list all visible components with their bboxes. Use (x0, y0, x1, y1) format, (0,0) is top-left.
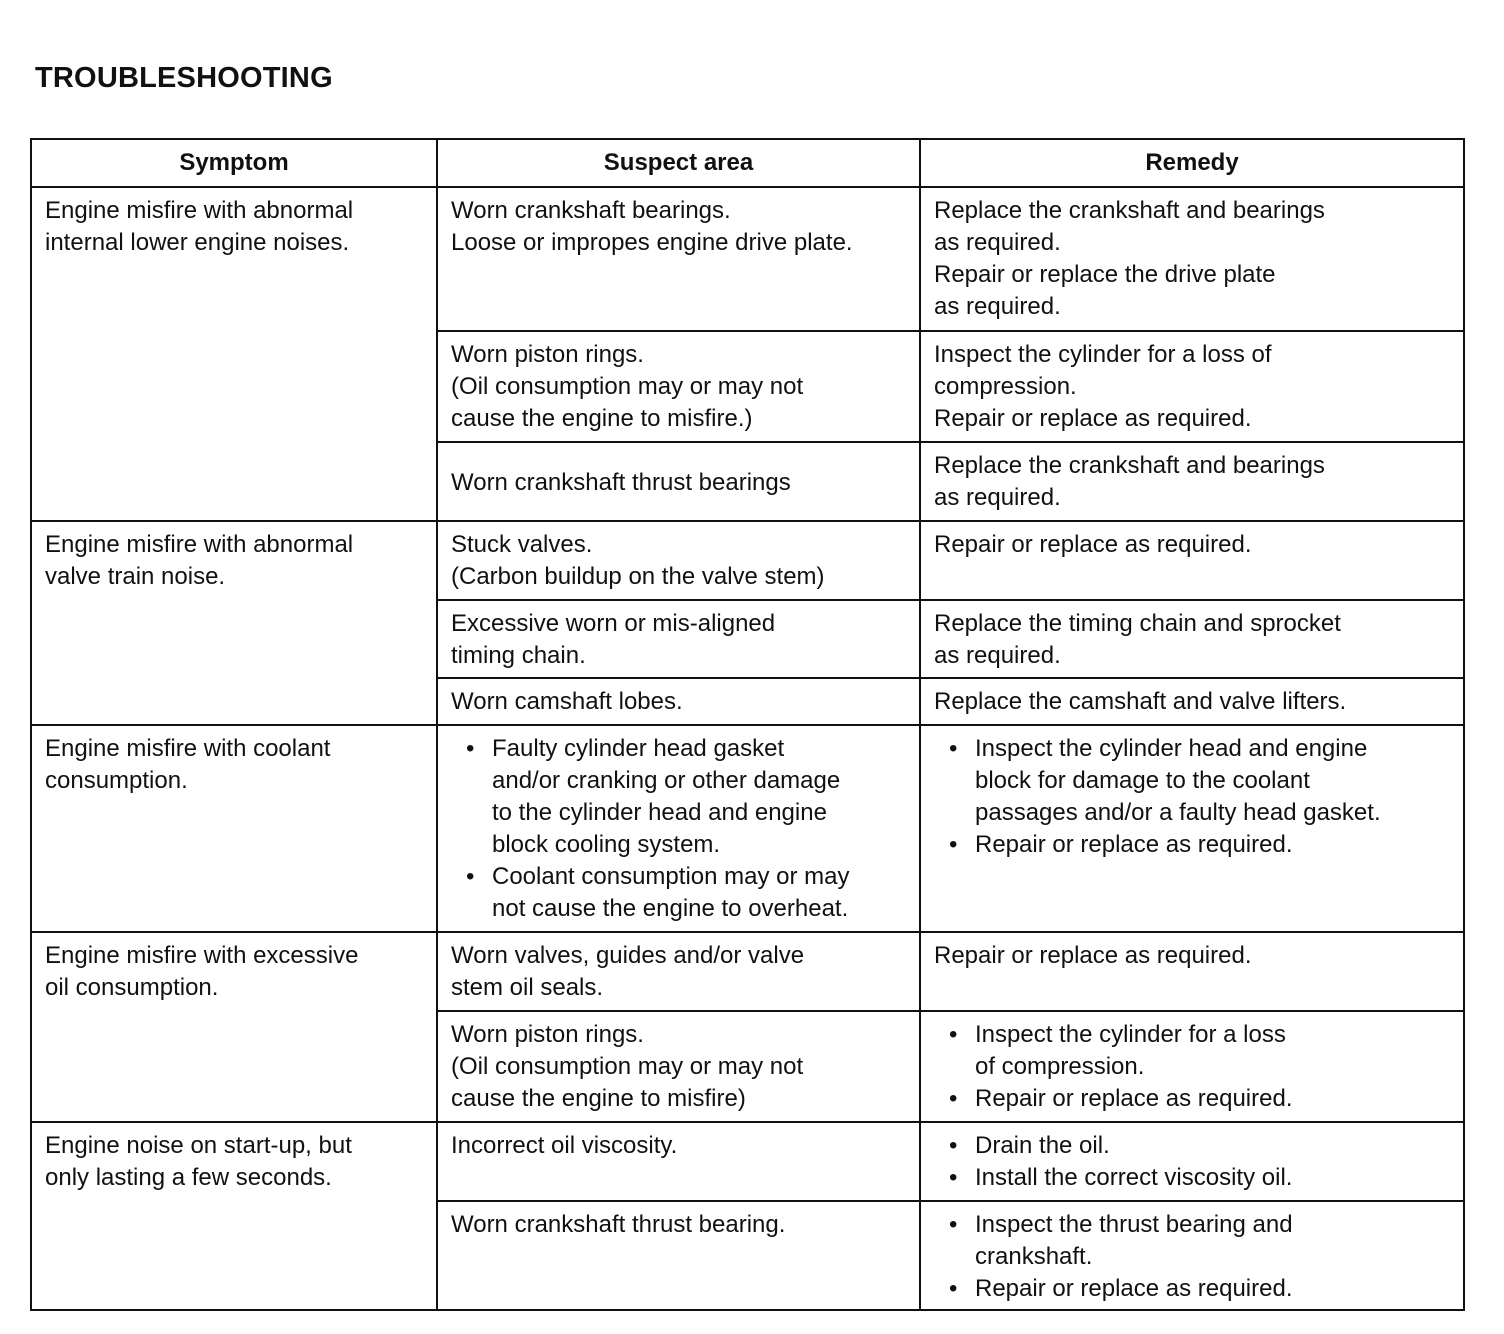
table-row (31, 725, 1464, 932)
suspect-text: stem oil seals. (451, 974, 604, 1001)
suspect-cell (437, 725, 920, 932)
symptom-cell (31, 521, 437, 725)
header-row (31, 139, 1464, 187)
symptom-text: consumption. (45, 767, 188, 794)
remedy-cell (920, 932, 1464, 1011)
remedy-cell (920, 1011, 1464, 1122)
remedy-text: compression. (934, 373, 1077, 400)
remedy-bullet-list (934, 733, 1451, 861)
suspect-area-header: Suspect area (437, 139, 920, 187)
suspect-text: cause the engine to misfire) (451, 1085, 746, 1112)
remedy-text: as required. (934, 229, 1061, 256)
remedy-text: as required. (934, 484, 1061, 511)
table-row (31, 932, 1464, 1011)
remedy-text: block for damage to the coolant (975, 767, 1310, 794)
remedy-text: crankshaft. (975, 1243, 1093, 1270)
remedy-text: • Install the correct viscosity oil. (975, 1164, 1293, 1191)
page-title: TROUBLESHOOTING (35, 62, 333, 94)
remedy-text: Inspect the cylinder for a loss of (934, 341, 1272, 368)
symptom-text: valve train noise. (45, 563, 226, 590)
suspect-cell (437, 187, 920, 331)
symptom-cell (31, 1122, 437, 1310)
suspect-text: Worn crankshaft thrust bearings (451, 469, 791, 496)
troubleshooting-table (30, 138, 1465, 1311)
remedy-text: Replace the camshaft and valve lifters. (934, 688, 1347, 715)
remedy-cell (920, 331, 1464, 442)
remedy-text: • Repair or replace as required. (975, 1275, 1293, 1302)
suspect-cell (437, 1011, 920, 1122)
list-item (975, 733, 1451, 829)
remedy-text: as required. (934, 293, 1061, 320)
suspect-text: cause the engine to misfire.) (451, 405, 753, 432)
suspect-text: Worn crankshaft thrust bearing. (451, 1211, 786, 1238)
suspect-text: • Faulty cylinder head gasket (492, 735, 785, 762)
suspect-text: (Oil consumption may or may not (451, 373, 804, 400)
symptom-text: only lasting a few seconds. (45, 1164, 332, 1191)
remedy-text: passages and/or a faulty head gasket. (975, 799, 1381, 826)
remedy-cell (920, 1201, 1464, 1310)
suspect-text: (Carbon buildup on the valve stem) (451, 563, 825, 590)
list-item (975, 1130, 1451, 1162)
suspect-text: Incorrect oil viscosity. (451, 1132, 678, 1159)
remedy-cell (920, 1122, 1464, 1201)
symptom-cell (31, 725, 437, 932)
remedy-text: Repair or replace as required. (934, 405, 1252, 432)
symptom-text: Engine misfire with abnormal (45, 197, 354, 224)
remedy-cell (920, 521, 1464, 600)
symptom-text: internal lower engine noises. (45, 229, 350, 256)
remedy-text: Repair or replace the drive plate (934, 261, 1276, 288)
suspect-cell (437, 1201, 920, 1310)
suspect-cell (437, 932, 920, 1011)
suspect-text: block cooling system. (492, 831, 721, 858)
remedy-header: Remedy (920, 139, 1464, 187)
remedy-text: Repair or replace as required. (934, 531, 1252, 558)
remedy-text: • Inspect the thrust bearing and (975, 1211, 1293, 1238)
remedy-text: • Inspect the cylinder for a loss (975, 1021, 1286, 1048)
symptom-cell (31, 187, 437, 521)
suspect-text: Worn valves, guides and/or valve (451, 942, 805, 969)
list-item (492, 733, 907, 861)
remedy-text: of compression. (975, 1053, 1145, 1080)
symptom-text: Engine misfire with excessive (45, 942, 359, 969)
remedy-text: Repair or replace as required. (934, 942, 1252, 969)
suspect-text: to the cylinder head and engine (492, 799, 827, 826)
table-row (31, 521, 1464, 600)
symptom-text: Engine noise on start-up, but (45, 1132, 352, 1159)
suspect-bullet-list (451, 733, 907, 925)
table-row (31, 1122, 1464, 1201)
suspect-cell (437, 521, 920, 600)
suspect-text: • Coolant consumption may or may (492, 863, 850, 890)
symptom-text: oil consumption. (45, 974, 219, 1001)
list-item (975, 1209, 1451, 1273)
suspect-text: Stuck valves. (451, 531, 593, 558)
remedy-bullet-list (934, 1130, 1451, 1194)
list-item (975, 1083, 1451, 1115)
suspect-text: Worn crankshaft bearings. (451, 197, 731, 224)
remedy-bullet-list (934, 1019, 1451, 1115)
remedy-text: • Drain the oil. (975, 1132, 1110, 1159)
suspect-text: (Oil consumption may or may not (451, 1053, 804, 1080)
suspect-cell (437, 1122, 920, 1201)
suspect-text: Loose or impropes engine drive plate. (451, 229, 853, 256)
list-item (975, 1019, 1451, 1083)
remedy-text: • Repair or replace as required. (975, 1085, 1293, 1112)
remedy-cell (920, 600, 1464, 678)
symptom-cell (31, 932, 437, 1122)
table-row (31, 187, 1464, 331)
remedy-cell (920, 725, 1464, 932)
remedy-cell (920, 678, 1464, 725)
remedy-cell (920, 442, 1464, 521)
remedy-cell (920, 187, 1464, 331)
list-item (492, 861, 907, 925)
symptom-header: Symptom (31, 139, 437, 187)
suspect-text: Worn camshaft lobes. (451, 688, 683, 715)
symptom-text: Engine misfire with abnormal (45, 531, 354, 558)
suspect-text: Worn piston rings. (451, 1021, 644, 1048)
suspect-text: Excessive worn or mis-aligned (451, 610, 776, 637)
suspect-cell (437, 600, 920, 678)
suspect-cell (437, 331, 920, 442)
list-item (975, 1162, 1451, 1194)
remedy-text: as required. (934, 642, 1061, 669)
suspect-cell (437, 442, 920, 521)
suspect-cell (437, 678, 920, 725)
list-item (975, 1273, 1451, 1305)
suspect-text: and/or cranking or other damage (492, 767, 841, 794)
list-item (975, 829, 1451, 861)
remedy-bullet-list (934, 1209, 1451, 1305)
remedy-text: • Repair or replace as required. (975, 831, 1293, 858)
remedy-text: • Inspect the cylinder head and engine (975, 735, 1368, 762)
suspect-text: timing chain. (451, 642, 586, 669)
suspect-text: Worn piston rings. (451, 341, 644, 368)
remedy-text: Replace the timing chain and sprocket (934, 610, 1341, 637)
remedy-text: Replace the crankshaft and bearings (934, 197, 1325, 224)
symptom-text: Engine misfire with coolant (45, 735, 331, 762)
remedy-text: Replace the crankshaft and bearings (934, 452, 1325, 479)
suspect-text: not cause the engine to overheat. (492, 895, 849, 922)
